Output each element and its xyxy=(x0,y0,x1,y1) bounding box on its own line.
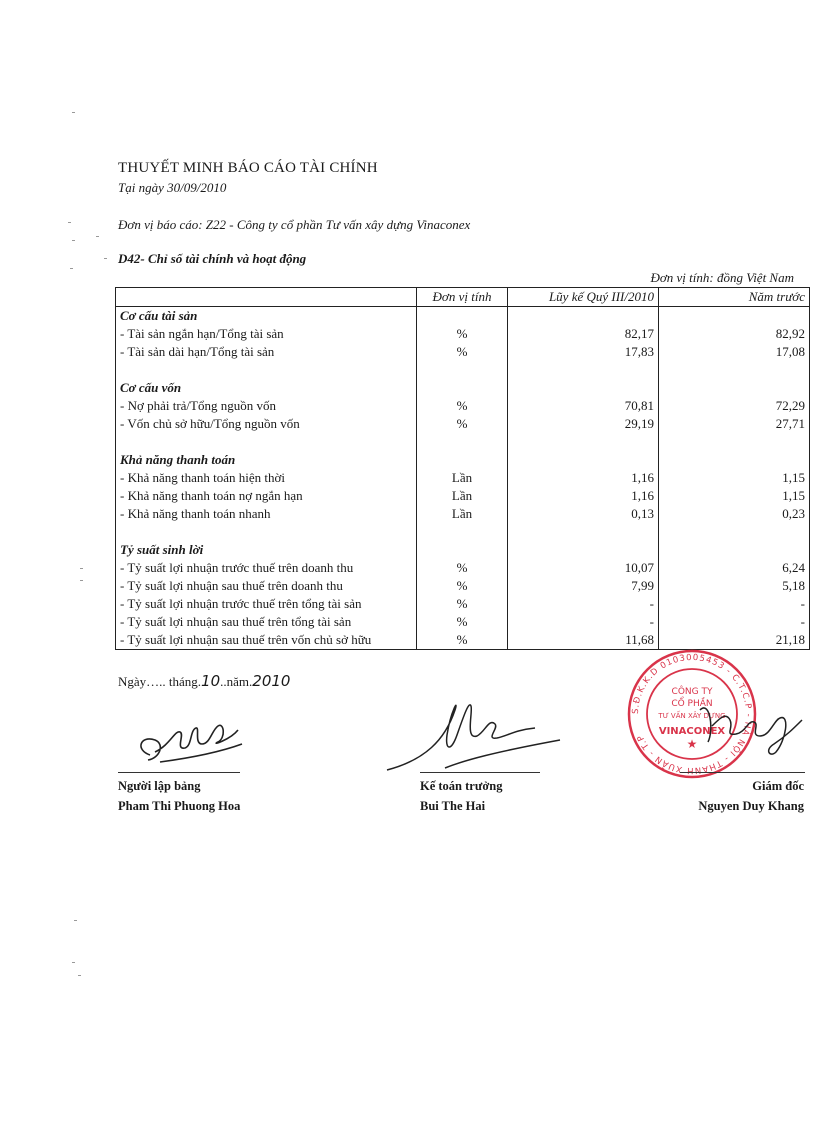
stamp-line: CỔ PHẦN xyxy=(671,699,713,709)
signature-preparer xyxy=(130,700,250,770)
group-title: Tỷ suất sinh lời xyxy=(116,541,417,559)
section-heading: D42- Chỉ số tài chính và hoạt động xyxy=(118,251,307,266)
row-label: - Khả năng thanh toán nhanh xyxy=(116,505,417,523)
group-header-row xyxy=(116,379,810,397)
row-unit: % xyxy=(417,343,508,361)
table-row xyxy=(116,631,810,650)
preparer-name: Pham Thi Phuong Hoa xyxy=(118,799,241,813)
table-row xyxy=(116,415,810,433)
row-unit: % xyxy=(417,397,508,415)
row-previous-value: 5,18 xyxy=(659,577,810,595)
row-unit: Lần xyxy=(417,505,508,523)
group-title: Cơ cấu vốn xyxy=(116,379,417,397)
header-cell xyxy=(116,288,417,307)
header-cell: Đơn vị tính xyxy=(417,288,508,307)
table-row xyxy=(116,325,810,343)
group-header-row xyxy=(116,307,810,326)
reporting-unit: Đơn vị báo cáo: Z22 - Công ty cổ phần Tư vấn xây dựng Vinaconex xyxy=(118,217,471,232)
date-middle: ..năm. xyxy=(220,674,253,689)
row-label: - Tỷ suất lợi nhuận sau thuế trên tổng tài sản xyxy=(116,613,417,631)
row-current-value: - xyxy=(508,595,659,613)
row-previous-value: - xyxy=(659,613,810,631)
row-label: - Khả năng thanh toán nợ ngắn hạn xyxy=(116,487,417,505)
row-previous-value: 6,24 xyxy=(659,559,810,577)
date-prefix: Ngày….. tháng. xyxy=(118,674,202,689)
document-title: THUYẾT MINH BÁO CÁO TÀI CHÍNH xyxy=(118,160,378,176)
group-header-row xyxy=(116,451,810,469)
row-current-value: 10,07 xyxy=(508,559,659,577)
row-label: - Tỷ suất lợi nhuận sau thuế trên vốn chủ sở hữu xyxy=(116,631,417,650)
stamp-ring-text: S.Đ.K.K.D 0103005453 - C.T.C.P - HÀ NỘI - THANH XUÂN - T.P xyxy=(630,652,754,776)
row-label: - Tỷ suất lợi nhuận trước thuế trên doanh thu xyxy=(116,559,417,577)
header-cell: Lũy kế Quý III/2010 xyxy=(508,288,659,307)
row-current-value: 70,81 xyxy=(508,397,659,415)
spacer-row xyxy=(116,361,810,379)
financial-ratios-table xyxy=(115,287,810,650)
row-label: - Tỷ suất lợi nhuận sau thuế trên doanh thu xyxy=(116,577,417,595)
row-unit: % xyxy=(417,325,508,343)
row-previous-value: 72,29 xyxy=(659,397,810,415)
table-row xyxy=(116,487,810,505)
group-title: Cơ cấu tài sản xyxy=(116,307,417,326)
document-date: Tại ngày 30/09/2010 xyxy=(118,180,227,195)
row-label: - Tài sản ngắn hạn/Tổng tài sản xyxy=(116,325,417,343)
table-row xyxy=(116,595,810,613)
row-label: - Khả năng thanh toán hiện thời xyxy=(116,469,417,487)
table-row xyxy=(116,613,810,631)
director-name: Nguyen Duy Khang xyxy=(698,799,804,813)
row-previous-value: 17,08 xyxy=(659,343,810,361)
row-label: - Nợ phải trả/Tổng nguồn vốn xyxy=(116,397,417,415)
currency-note: Đơn vị tính: đồng Việt Nam xyxy=(650,270,794,285)
row-unit: % xyxy=(417,613,508,631)
spacer-row xyxy=(116,523,810,541)
table-row xyxy=(116,397,810,415)
signature-director xyxy=(690,690,810,760)
handwritten-year: 2010 xyxy=(252,672,291,690)
group-header-row xyxy=(116,541,810,559)
row-current-value: 0,13 xyxy=(508,505,659,523)
row-current-value: 1,16 xyxy=(508,487,659,505)
row-label: - Tài sản dài hạn/Tổng tài sản xyxy=(116,343,417,361)
stamp-line: CÔNG TY xyxy=(671,687,713,697)
director-role: Giám đốc xyxy=(752,779,804,793)
table-row xyxy=(116,577,810,595)
signature-chief-accountant xyxy=(385,690,565,775)
row-unit: % xyxy=(417,559,508,577)
chief-accountant-name: Bui The Hai xyxy=(420,799,486,813)
row-unit: % xyxy=(417,577,508,595)
row-label: - Tỷ suất lợi nhuận trước thuế trên tổng tài sản xyxy=(116,595,417,613)
row-unit: % xyxy=(417,595,508,613)
signature-line xyxy=(118,772,240,773)
table-body xyxy=(116,307,810,650)
row-previous-value: 0,23 xyxy=(659,505,810,523)
row-previous-value: 1,15 xyxy=(659,487,810,505)
row-current-value: 7,99 xyxy=(508,577,659,595)
stamp-line: VINACONEX xyxy=(658,726,726,737)
preparer-role: Người lập bảng xyxy=(118,779,201,793)
group-title: Khả năng thanh toán xyxy=(116,451,417,469)
chief-accountant-role: Kế toán trưởng xyxy=(420,779,503,793)
spacer-row xyxy=(116,433,810,451)
svg-text:★: ★ xyxy=(686,737,698,751)
table-row xyxy=(116,469,810,487)
table-row xyxy=(116,505,810,523)
header-cell: Năm trước xyxy=(659,288,810,307)
row-previous-value: - xyxy=(659,595,810,613)
handwritten-month: 10 xyxy=(201,672,221,690)
row-current-value: - xyxy=(508,613,659,631)
signature-line xyxy=(420,772,540,773)
signature-line xyxy=(680,772,805,773)
row-unit: % xyxy=(417,631,508,650)
row-label: - Vốn chủ sở hữu/Tổng nguồn vốn xyxy=(116,415,417,433)
table-header-row xyxy=(116,288,810,307)
row-previous-value: 27,71 xyxy=(659,415,810,433)
row-previous-value: 1,15 xyxy=(659,469,810,487)
row-unit: Lần xyxy=(417,469,508,487)
row-previous-value: 21,18 xyxy=(659,631,810,650)
row-current-value: 82,17 xyxy=(508,325,659,343)
date-line xyxy=(118,672,290,690)
row-unit: Lần xyxy=(417,487,508,505)
row-current-value: 17,83 xyxy=(508,343,659,361)
table-row xyxy=(116,559,810,577)
row-previous-value: 82,92 xyxy=(659,325,810,343)
row-current-value: 1,16 xyxy=(508,469,659,487)
row-current-value: 29,19 xyxy=(508,415,659,433)
table-row xyxy=(116,343,810,361)
row-current-value: 11,68 xyxy=(508,631,659,650)
row-unit: % xyxy=(417,415,508,433)
stamp-line: TƯ VẤN XÂY DỰNG xyxy=(658,712,726,720)
